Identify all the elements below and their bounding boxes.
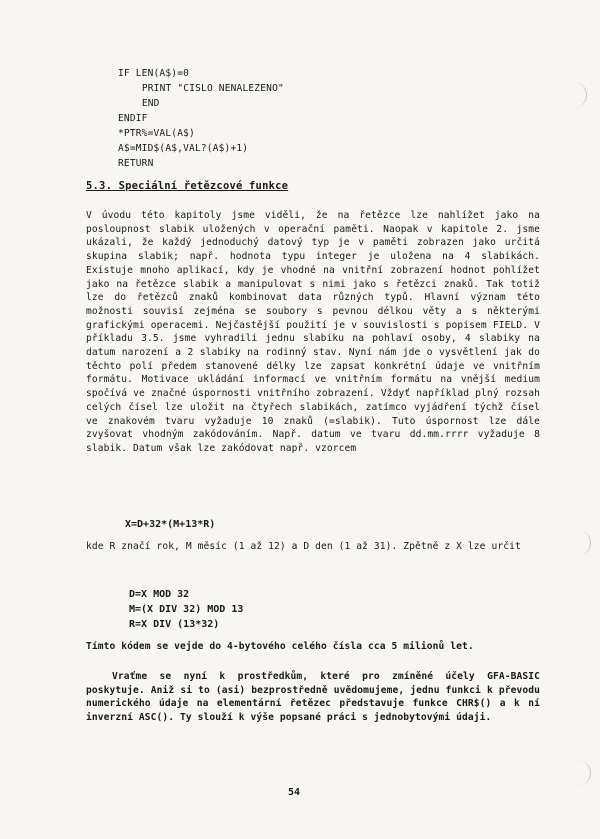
formula: X=D+32*(M+13*R) — [125, 519, 216, 530]
code-line: PRINT "CISLO NENALEZENO" — [130, 83, 284, 94]
code-line: ENDIF — [118, 113, 148, 124]
binding-hole-mark — [576, 530, 591, 556]
code-listing-top — [118, 66, 284, 171]
code-line: END — [130, 98, 160, 109]
code-line: IF LEN(A$)=0 — [118, 68, 190, 79]
code-line: *PTR%=VAL(A$) — [118, 128, 195, 139]
code-line: RETURN — [118, 158, 154, 169]
binding-hole-mark — [576, 760, 591, 786]
paragraph: V úvodu této kapitoly jsme viděli, že na řetězce lze nahlížet jako na posloupnost slabik uložených v operační paměti. Naopak v kapitole 2. jsme ukázali, že každý jednoduchý datový typ je v paměti zobrazen jako určitá skupina slabik; např. hodnota typu integer je uložena na 4 slabikách. Existuje mnoho aplikací, kdy je vhodné na vnitřní zobrazení hodnot pohlížet jako na řetězce slabik a manipulovat s nimi jako s řetězci znaků. Tak totiž lze do řetězců znaků kombinovat data různých typů. Hlavní význam této možnosti souvisí zejména se soubory s pevnou délkou věty a s některými grafickými operacemi. Nejčastější použití je v souvislosti s popisem FIELD. V příkladu 3.5. jsme vyhradili jednu slabiku na pohlaví osoby, 4 slabiky na datum narození a 2 slabiky na rodinný stav. Nyní nám jde o vysvětlení jak do těchto polí předem stanovené délky lze zapsat konkrétní údaje ve vnitřním formátu. Motivace ukládání informací ve vnitřním formátu na vnější medium spočívá ve značné úspornosti vnitřního zobrazení. Vždyť například plný rozsah celých čísel lze uložit na čtyřech slabikách, zatímco vyjádření týchž čísel ve znakovém tvaru vyžaduje 10 znaků (=slabik). Tuto úspornost lze dále zvyšovat vhodným zakódováním. Např. datum ve tvaru dd.mm.rrrr vyžaduje 8 slabik. Datum však lze zakódovat např. vzorcem — [86, 210, 540, 454]
code-line: R=X DIV (13*32) — [129, 619, 220, 630]
page-number: 54 — [288, 787, 301, 798]
paragraph: kde R značí rok, M měsíc (1 až 12) a D den (1 až 31). Zpětně z X lze určit — [86, 541, 521, 552]
paragraph: Tímto kódem se vejde do 4-bytového celého čísla cca 5 milionů let. — [86, 641, 474, 652]
code-listing-decode — [129, 587, 243, 632]
code-line: D=X MOD 32 — [129, 589, 190, 600]
binding-hole-mark — [572, 82, 587, 108]
code-line: A$=MID$(A$,VAL?(A$)+1) — [118, 143, 249, 154]
paragraph: Vraťme se nyní k prostředkům, které pro zmíněné účely GFA-BASIC poskytuje. Aniž si to (asi) bezprostředně uvědomujeme, jednu funkci k převodu numerického údaje na elementární řetězec představuje funkce CHR$() a k ní inverzní ASC(). Ty slouží k výše popsané práci s jednobytovými údaji. — [86, 671, 540, 724]
section-heading: 5.3. Speciální řetězcové funkce — [86, 180, 289, 192]
code-line: M=(X DIV 32) MOD 13 — [129, 604, 244, 615]
